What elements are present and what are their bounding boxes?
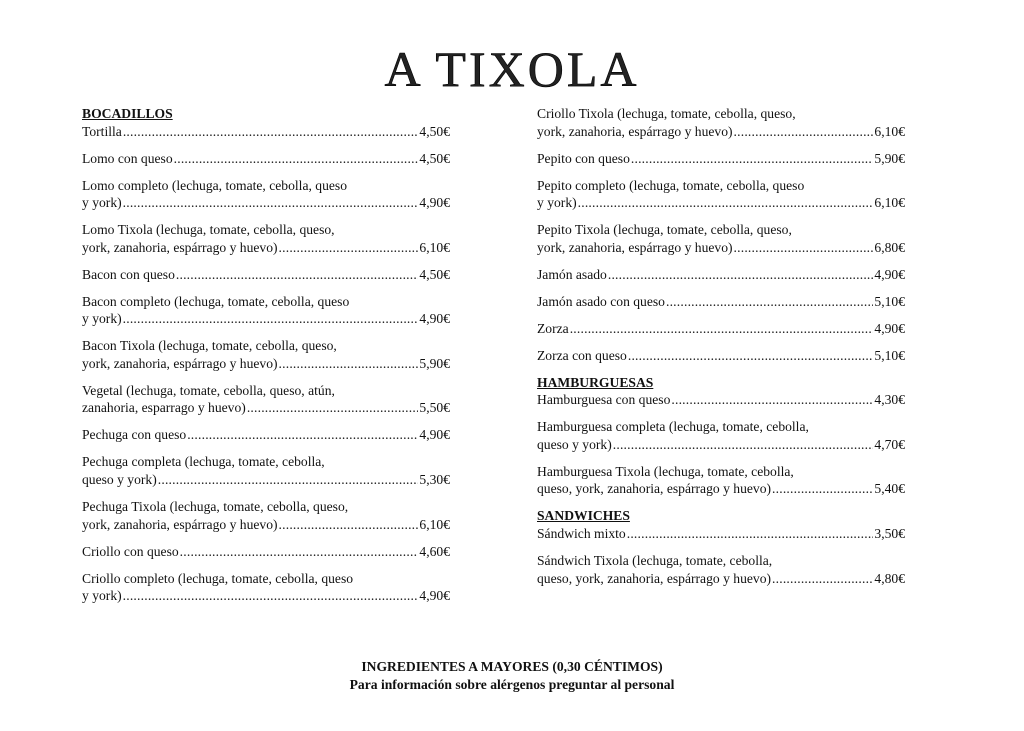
item-price-line	[537, 123, 905, 141]
item-name: Sándwich mixto	[537, 525, 626, 541]
menu-item	[537, 320, 905, 338]
menu-item	[537, 221, 905, 256]
item-price-line	[82, 310, 450, 328]
menu-footer	[0, 658, 1024, 694]
menu-item	[82, 453, 450, 488]
menu-item	[537, 347, 905, 365]
item-price: 4,60€	[419, 543, 450, 559]
menu-item	[537, 463, 905, 498]
item-price-line	[537, 570, 905, 588]
menu-item	[537, 266, 905, 284]
item-price: 5,50€	[419, 400, 450, 416]
item-price: 6,80€	[874, 239, 905, 255]
item-price-line	[537, 266, 905, 284]
menu-item	[82, 543, 450, 561]
menu-title: A TIXOLA	[384, 41, 640, 97]
item-price: 4,70€	[874, 436, 905, 452]
dot-leader	[123, 123, 419, 141]
item-price: 4,90€	[419, 195, 450, 211]
item-name: y york)	[82, 588, 122, 604]
item-name: y york)	[537, 195, 577, 211]
dot-leader	[187, 426, 418, 444]
item-price-line	[82, 194, 450, 212]
allergens-note: Para información sobre alérgenos preguntar al personal	[349, 677, 675, 692]
item-name: Jamón asado	[537, 266, 607, 282]
menu-item	[82, 570, 450, 605]
menu-item	[537, 150, 905, 168]
item-name: zanahoria, esparrago y huevo)	[82, 400, 246, 416]
dot-leader	[627, 525, 874, 543]
item-price: 4,90€	[419, 427, 450, 443]
item-name: Criollo con queso	[82, 543, 179, 559]
item-price: 5,10€	[874, 293, 905, 309]
dot-leader	[608, 266, 874, 284]
menu-section	[537, 507, 905, 587]
dot-leader	[570, 320, 874, 338]
menu-item	[537, 552, 905, 587]
item-price: 4,90€	[874, 266, 905, 282]
item-name: Zorza	[537, 320, 569, 336]
dot-leader	[772, 570, 873, 588]
item-price: 5,10€	[874, 347, 905, 363]
dot-leader	[279, 516, 419, 534]
item-name: y york)	[82, 195, 122, 211]
dot-leader	[123, 587, 419, 605]
dot-leader	[279, 355, 419, 373]
menu-section	[82, 105, 450, 605]
item-description: Bacon Tixola (lechuga, tomate, cebolla, queso,	[82, 338, 337, 354]
menu-item	[82, 426, 450, 444]
item-description: Sándwich Tixola (lechuga, tomate, cebolla,	[537, 552, 773, 568]
item-price-line	[82, 587, 450, 605]
menu-item	[537, 105, 905, 140]
item-name: y york)	[82, 311, 122, 327]
menu-item	[82, 123, 450, 141]
dot-leader	[666, 293, 873, 311]
item-name: queso, york, zanahoria, espárrago y huevo)	[537, 570, 772, 586]
item-price-line	[537, 391, 905, 409]
item-price-line	[537, 436, 905, 454]
menu-item	[537, 418, 905, 453]
item-description: Pechuga Tixola (lechuga, tomate, cebolla, queso,	[82, 499, 349, 514]
menu-item	[537, 525, 905, 543]
section-heading: SANDWICHES	[537, 508, 630, 524]
menu-item	[537, 293, 905, 311]
item-price: 4,50€	[419, 150, 450, 166]
item-description: Vegetal (lechuga, tomate, cebolla, queso, atún,	[82, 382, 335, 398]
menu-item	[82, 498, 450, 533]
item-price: 6,10€	[874, 195, 905, 211]
menu-column-left	[82, 105, 450, 614]
item-name: queso y york)	[82, 472, 157, 488]
item-name: Lomo con queso	[82, 150, 173, 166]
item-name: queso, york, zanahoria, espárrago y huevo)	[537, 481, 772, 497]
item-description: Hamburguesa Tixola (lechuga, tomate, cebolla,	[537, 463, 794, 479]
item-name: Bacon con queso	[82, 266, 175, 282]
dot-leader	[578, 194, 874, 212]
dot-leader	[734, 239, 874, 257]
item-price-line	[82, 150, 450, 168]
dot-leader	[247, 399, 419, 417]
item-price: 6,10€	[419, 239, 450, 255]
item-price-line	[82, 516, 450, 534]
item-name: york, zanahoria, espárrago y huevo)	[82, 516, 278, 532]
item-price-line	[82, 266, 450, 284]
item-price: 4,90€	[419, 311, 450, 327]
item-description: Hamburguesa completa (lechuga, tomate, cebolla,	[537, 419, 809, 435]
menu-item	[82, 150, 450, 168]
menu-section	[537, 374, 905, 498]
item-description: Criollo completo (lechuga, tomate, cebolla, queso	[82, 570, 354, 586]
item-name: Pepito con queso	[537, 150, 630, 166]
menu-column-right	[537, 105, 905, 597]
dot-leader	[631, 150, 874, 168]
dot-leader	[613, 436, 874, 454]
item-description: Pechuga completa (lechuga, tomate, cebolla,	[82, 454, 325, 470]
item-name: york, zanahoria, espárrago y huevo)	[82, 239, 278, 255]
item-price-line	[537, 480, 905, 498]
item-description: Pepito Tixola (lechuga, tomate, cebolla, queso,	[537, 222, 792, 238]
item-price-line	[537, 293, 905, 311]
item-description: Criollo Tixola (lechuga, tomate, cebolla, queso,	[537, 106, 796, 121]
menu-item	[82, 221, 450, 256]
item-price-line	[82, 355, 450, 373]
menu-item	[82, 382, 450, 417]
item-price-line	[82, 239, 450, 257]
item-name: Tortilla	[82, 123, 122, 139]
menu-section	[537, 105, 905, 364]
dot-leader	[123, 310, 419, 328]
item-price-line	[82, 399, 450, 417]
item-description: Pepito completo (lechuga, tomate, cebolla, queso	[537, 177, 805, 193]
item-name: queso y york)	[537, 436, 612, 452]
item-price: 5,40€	[874, 481, 905, 497]
dot-leader	[628, 347, 874, 365]
item-name: Hamburguesa con queso	[537, 392, 671, 408]
dot-leader	[671, 391, 873, 409]
item-price: 4,30€	[874, 392, 905, 408]
item-price-line	[82, 123, 450, 141]
item-description: Lomo completo (lechuga, tomate, cebolla, queso	[82, 177, 347, 193]
item-price-line	[82, 471, 450, 489]
item-name: Pechuga con queso	[82, 427, 187, 443]
item-price: 3,50€	[874, 525, 905, 541]
item-name: Zorza con queso	[537, 347, 627, 363]
item-price: 4,50€	[419, 123, 450, 139]
menu-item	[537, 177, 905, 212]
item-price-line	[82, 543, 450, 561]
item-name: york, zanahoria, espárrago y huevo)	[537, 239, 733, 255]
dot-leader	[123, 194, 419, 212]
item-price: 5,90€	[419, 355, 450, 371]
item-price-line	[82, 426, 450, 444]
item-price-line	[537, 239, 905, 257]
item-price-line	[537, 525, 905, 543]
item-price-line	[537, 194, 905, 212]
item-description: Bacon completo (lechuga, tomate, cebolla, queso	[82, 293, 350, 309]
item-price-line	[537, 347, 905, 365]
item-name: york, zanahoria, espárrago y huevo)	[82, 355, 278, 371]
dot-leader	[279, 239, 419, 257]
item-price: 4,50€	[419, 266, 450, 282]
menu-item	[82, 293, 450, 328]
item-name: Jamón asado con queso	[537, 293, 665, 309]
menu-item	[82, 337, 450, 372]
item-price: 4,90€	[874, 320, 905, 336]
menu-item	[82, 266, 450, 284]
item-price: 5,30€	[419, 472, 450, 488]
section-heading: BOCADILLOS	[82, 106, 173, 121]
item-price-line	[537, 150, 905, 168]
dot-leader	[180, 543, 419, 561]
item-description: Lomo Tixola (lechuga, tomate, cebolla, queso,	[82, 222, 335, 238]
item-price: 6,10€	[874, 123, 905, 139]
item-price: 4,90€	[419, 588, 450, 604]
item-name: york, zanahoria, espárrago y huevo)	[537, 123, 733, 139]
dot-leader	[174, 150, 419, 168]
dot-leader	[158, 471, 419, 489]
menu-item	[537, 391, 905, 409]
item-price: 6,10€	[419, 516, 450, 532]
item-price-line	[537, 320, 905, 338]
item-price: 4,80€	[874, 570, 905, 586]
section-heading: HAMBURGUESAS	[537, 374, 654, 390]
dot-leader	[772, 480, 873, 498]
item-price: 5,90€	[874, 150, 905, 166]
dot-leader	[734, 123, 874, 141]
dot-leader	[176, 266, 419, 284]
extras-note: INGREDIENTES A MAYORES (0,30 CÉNTIMOS)	[361, 659, 663, 674]
menu-item	[82, 177, 450, 212]
